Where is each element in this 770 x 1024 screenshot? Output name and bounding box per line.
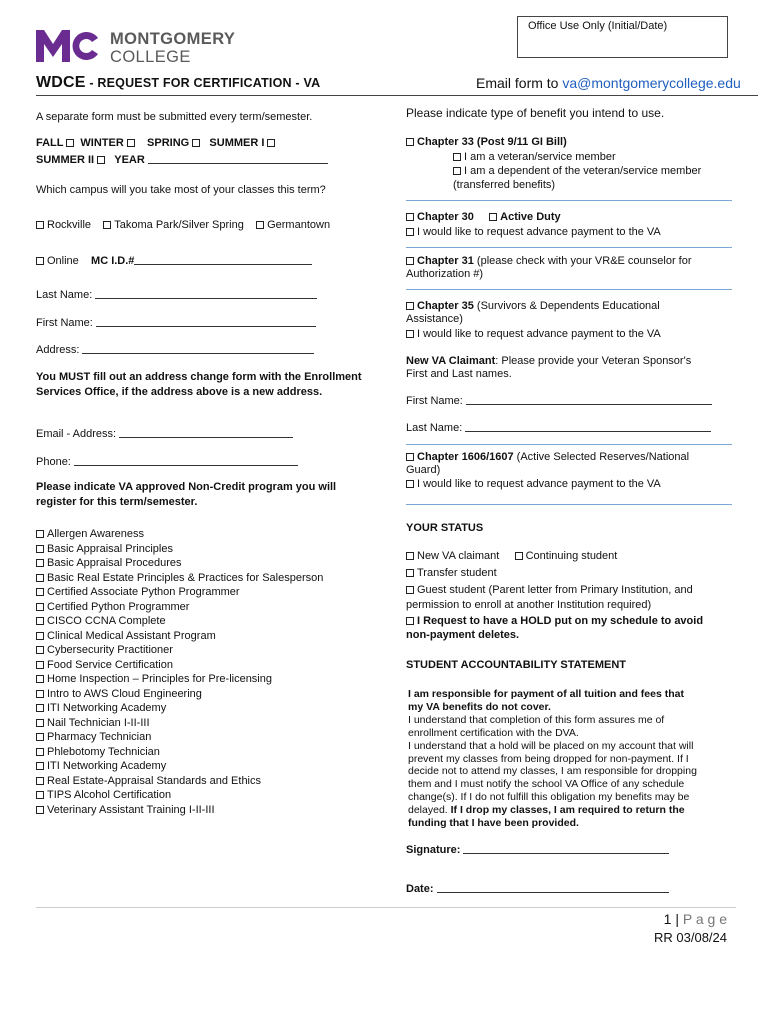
program-label: Basic Real Estate Principles & Practices for Salesperson bbox=[47, 571, 324, 584]
term-summer2-checkbox[interactable] bbox=[97, 156, 105, 164]
signature-row bbox=[406, 843, 669, 858]
program-item[interactable] bbox=[36, 527, 323, 542]
page-label: P a g e bbox=[682, 911, 727, 927]
acc-bold: If I drop my classes, I am required to return the bbox=[450, 804, 685, 817]
program-checkbox[interactable] bbox=[36, 588, 44, 596]
advance-label: I would like to request advance payment to the VA bbox=[417, 478, 661, 490]
program-item[interactable] bbox=[36, 774, 323, 789]
acc-line: I am responsible for payment of all tuition and fees that bbox=[408, 688, 684, 700]
signature-label: Signature: bbox=[406, 844, 461, 856]
program-item[interactable] bbox=[36, 745, 323, 760]
email-link[interactable]: va@montgomerycollege.edu bbox=[562, 75, 741, 91]
program-checkbox[interactable] bbox=[36, 559, 44, 567]
status-guest-row bbox=[406, 583, 693, 598]
program-label: Veterinary Assistant Training I-II-III bbox=[47, 803, 215, 816]
active-duty-label: Active Duty bbox=[500, 211, 561, 223]
program-label: Cybersecurity Practitioner bbox=[47, 644, 173, 656]
benefit-prompt: Please indicate type of benefit you intend to use. bbox=[406, 106, 665, 120]
ch1606-note-cont: Guard) bbox=[406, 464, 441, 476]
program-checkbox[interactable] bbox=[36, 530, 44, 538]
ch35-note: (Survivors & Dependents Educational bbox=[473, 300, 660, 312]
sponsor-first-name-field[interactable] bbox=[466, 404, 712, 405]
sponsor-last-name-row bbox=[406, 421, 711, 436]
program-checkbox[interactable] bbox=[36, 675, 44, 683]
program-item[interactable] bbox=[36, 585, 323, 600]
sponsor-last-name-field[interactable] bbox=[465, 431, 711, 432]
revision-date: RR 03/08/24 bbox=[654, 930, 727, 945]
accountability-statement bbox=[408, 688, 697, 830]
program-label: Certified Associate Python Programmer bbox=[47, 586, 240, 598]
ch30-checkbox[interactable] bbox=[406, 213, 414, 221]
ch30-advance-row bbox=[406, 225, 661, 240]
new-claimant-note-cont: First and Last names. bbox=[406, 368, 512, 380]
program-item[interactable] bbox=[36, 788, 323, 803]
logo-line1: MONTGOMERY bbox=[110, 30, 236, 48]
program-checkbox[interactable] bbox=[36, 632, 44, 640]
last-name-row bbox=[36, 288, 317, 303]
year-label: YEAR bbox=[114, 154, 145, 166]
ch31-note: (please check with your VR&E counselor for bbox=[473, 255, 692, 267]
program-item[interactable] bbox=[36, 629, 323, 644]
term-spring-checkbox[interactable] bbox=[192, 139, 200, 147]
program-label: TIPS Alcohol Certification bbox=[47, 789, 172, 801]
ch35-advance-row bbox=[406, 327, 661, 342]
program-item[interactable] bbox=[36, 672, 323, 687]
section-divider bbox=[406, 504, 732, 505]
status-guest-label: Guest student (Parent letter from Primary Institution, and bbox=[417, 584, 693, 596]
sponsor-last-name-label: Last Name: bbox=[406, 422, 463, 434]
ch30-advance-checkbox[interactable] bbox=[406, 228, 414, 236]
date-label: Date: bbox=[406, 883, 434, 895]
program-label: CISCO CCNA Complete bbox=[47, 615, 166, 627]
phone-field[interactable] bbox=[74, 465, 298, 466]
office-use-box bbox=[517, 16, 728, 58]
program-label: Real Estate-Appraisal Standards and Ethics bbox=[47, 774, 262, 787]
program-checkbox[interactable] bbox=[36, 704, 44, 712]
program-checkbox[interactable] bbox=[36, 748, 44, 756]
ch33-veteran-label: I am a veteran/service member bbox=[464, 151, 616, 163]
signature-field[interactable] bbox=[463, 853, 669, 854]
acc-line bbox=[408, 804, 697, 817]
ch1606-note: (Active Selected Reserves/National bbox=[513, 451, 690, 463]
program-item[interactable] bbox=[36, 571, 323, 586]
status-guest-checkbox[interactable] bbox=[406, 586, 414, 594]
title-main: WDCE bbox=[36, 74, 86, 91]
program-item[interactable] bbox=[36, 556, 323, 571]
ch1606-advance-checkbox[interactable] bbox=[406, 480, 414, 488]
status-row1 bbox=[406, 549, 617, 564]
section-divider bbox=[406, 247, 732, 248]
ch1606-row bbox=[406, 450, 689, 465]
acc-line: prevent my classes from being dropped for non-payment. If I bbox=[408, 752, 689, 765]
online-row bbox=[36, 254, 312, 269]
ch33-row bbox=[406, 135, 567, 150]
email-label: Email - Address: bbox=[36, 428, 117, 440]
section-divider bbox=[406, 444, 732, 445]
ch31-label: Chapter 31 bbox=[417, 255, 474, 267]
ch33-veteran-checkbox[interactable] bbox=[453, 153, 461, 161]
ch30-row bbox=[406, 210, 561, 225]
email-field[interactable] bbox=[119, 437, 293, 438]
your-status-heading: YOUR STATUS bbox=[406, 522, 484, 534]
program-label: Certified Python Programmer bbox=[47, 600, 190, 613]
ch1606-label: Chapter 1606/1607 bbox=[417, 451, 514, 463]
mc-logo-icon bbox=[36, 30, 102, 67]
program-checkbox[interactable] bbox=[36, 661, 44, 669]
program-checkbox[interactable] bbox=[36, 690, 44, 698]
program-checkbox[interactable] bbox=[36, 603, 44, 611]
terms-row1 bbox=[36, 136, 278, 151]
program-label: ITI Networking Academy bbox=[47, 702, 167, 714]
sponsor-first-name-label: First Name: bbox=[406, 395, 463, 407]
address-row bbox=[36, 343, 314, 358]
program-label: Basic Appraisal Principles bbox=[47, 542, 173, 555]
address-label: Address: bbox=[36, 344, 80, 356]
last-name-field[interactable] bbox=[95, 298, 317, 299]
acc-line: my VA benefits do not cover. bbox=[408, 700, 551, 713]
program-item[interactable] bbox=[36, 687, 323, 702]
separate-form-note: A separate form must be submitted every term/semester. bbox=[36, 111, 313, 123]
program-label: Clinical Medical Assistant Program bbox=[47, 629, 216, 642]
program-item[interactable] bbox=[36, 730, 323, 745]
email-prefix: Email form to bbox=[476, 75, 563, 91]
term-summer2-label: SUMMER II bbox=[36, 154, 95, 166]
program-item[interactable] bbox=[36, 658, 323, 673]
ch1606-advance-row bbox=[406, 477, 661, 492]
hold-cont: non-payment deletes. bbox=[406, 629, 520, 641]
acc-line: funding that I have been provided. bbox=[408, 817, 579, 830]
program-label: Basic Appraisal Procedures bbox=[47, 557, 182, 569]
ch30-label: Chapter 30 bbox=[417, 211, 474, 223]
page-num: 1 bbox=[663, 911, 672, 927]
program-item[interactable] bbox=[36, 701, 323, 716]
ch35-checkbox[interactable] bbox=[406, 302, 414, 310]
program-item[interactable] bbox=[36, 759, 323, 774]
title-rest: - REQUEST FOR CERTIFICATION - VA bbox=[85, 76, 321, 90]
terms-row2 bbox=[36, 153, 328, 168]
active-duty-checkbox[interactable] bbox=[489, 213, 497, 221]
program-item[interactable] bbox=[36, 716, 323, 731]
acc-line: I understand that completion of this form assures me of bbox=[408, 713, 665, 726]
phone-row bbox=[36, 455, 298, 470]
address-field[interactable] bbox=[82, 353, 314, 354]
campus-question: Which campus will you take most of your classes this term? bbox=[36, 184, 326, 196]
campus-rockville-checkbox[interactable] bbox=[36, 221, 44, 229]
campus-germantown-label: Germantown bbox=[267, 219, 331, 231]
program-checkbox[interactable] bbox=[36, 719, 44, 727]
ch35-advance-checkbox[interactable] bbox=[406, 330, 414, 338]
acc-line: enrollment certification with the DVA. bbox=[408, 726, 579, 739]
ch33-opt2-cont: (transferred benefits) bbox=[453, 179, 556, 191]
advance-label: I would like to request advance payment to the VA bbox=[417, 226, 661, 238]
term-winter-checkbox[interactable] bbox=[127, 139, 135, 147]
ch33-checkbox[interactable] bbox=[406, 138, 414, 146]
program-item[interactable] bbox=[36, 542, 323, 557]
email-row bbox=[36, 427, 293, 442]
program-checkbox[interactable] bbox=[36, 791, 44, 799]
program-item[interactable] bbox=[36, 600, 323, 615]
page-number: 1 | P a g e bbox=[663, 911, 727, 927]
mc-id-field[interactable] bbox=[134, 264, 312, 265]
address-note: You MUST fill out an address change form with the Enrollment Services Office, if the address above is a new address. bbox=[36, 371, 362, 398]
year-field[interactable] bbox=[148, 163, 328, 164]
program-item[interactable] bbox=[36, 803, 323, 818]
ch33-opt1-row bbox=[453, 150, 616, 165]
campus-options bbox=[36, 218, 330, 233]
program-prompt: Please indicate VA approved Non-Credit program you will register for this term/semester. bbox=[36, 481, 337, 508]
term-spring-label: SPRING bbox=[147, 137, 190, 149]
advance-label: I would like to request advance payment to the VA bbox=[417, 328, 661, 340]
acc-plain: delayed. bbox=[408, 804, 451, 817]
status-continuing-checkbox[interactable] bbox=[515, 552, 523, 560]
hold-label: I Request to have a HOLD put on my schedule to avoid bbox=[417, 615, 704, 627]
status-transfer-checkbox[interactable] bbox=[406, 569, 414, 577]
ch33-label: Chapter 33 (Post 9/11 GI Bill) bbox=[417, 136, 567, 148]
program-checkbox[interactable] bbox=[36, 777, 44, 785]
form-title bbox=[36, 74, 320, 92]
new-claimant-label: New VA Claimant bbox=[406, 355, 496, 367]
email-header bbox=[476, 75, 741, 91]
sponsor-first-name-row bbox=[406, 394, 712, 409]
program-label: Nail Technician I-II-III bbox=[47, 716, 150, 729]
status-new-label: New VA claimant bbox=[417, 550, 500, 562]
program-label: Home Inspection – Principles for Pre-licensing bbox=[47, 673, 272, 685]
section-divider bbox=[406, 200, 732, 201]
acc-line: change(s). If I do not fulfill this obligation my benefits may be bbox=[408, 791, 690, 804]
program-list bbox=[36, 527, 323, 817]
last-name-label: Last Name: bbox=[36, 289, 93, 301]
campus-rockville-label: Rockville bbox=[47, 219, 92, 231]
term-fall-checkbox[interactable] bbox=[66, 139, 74, 147]
first-name-row bbox=[36, 316, 316, 331]
acc-line: decide not to attend my classes, I am responsible for dropping bbox=[408, 765, 697, 778]
status-continuing-label: Continuing student bbox=[525, 550, 618, 562]
ch35-note-cont: Assistance) bbox=[406, 313, 463, 325]
program-label: Allergen Awareness bbox=[47, 528, 145, 540]
acc-line: them and I must notify the school VA Office of any schedule bbox=[408, 778, 685, 791]
ch33-dependent-label: I am a dependent of the veteran/service member bbox=[464, 165, 702, 177]
campus-online-checkbox[interactable] bbox=[36, 257, 44, 265]
ch33-opt2-row bbox=[453, 164, 701, 179]
online-label: Online bbox=[47, 255, 79, 267]
hold-row bbox=[406, 614, 703, 629]
program-checkbox[interactable] bbox=[36, 646, 44, 654]
campus-takoma-checkbox[interactable] bbox=[103, 221, 111, 229]
campus-germantown-checkbox[interactable] bbox=[256, 221, 264, 229]
program-checkbox[interactable] bbox=[36, 617, 44, 625]
status-new-checkbox[interactable] bbox=[406, 552, 414, 560]
program-checkbox[interactable] bbox=[36, 574, 44, 582]
college-wordmark bbox=[110, 30, 235, 66]
hold-checkbox[interactable] bbox=[406, 617, 414, 625]
ch1606-checkbox[interactable] bbox=[406, 453, 414, 461]
program-label: Food Service Certification bbox=[47, 658, 173, 671]
campus-takoma-label: Takoma Park/Silver Spring bbox=[114, 219, 244, 231]
status-guest-cont: permission to enroll at another Institution required) bbox=[406, 599, 652, 611]
status-transfer-label: Transfer student bbox=[417, 567, 497, 579]
accountability-heading: STUDENT ACCOUNTABILITY STATEMENT bbox=[406, 659, 626, 671]
first-name-label: First Name: bbox=[36, 317, 93, 329]
logo-line2: COLLEGE bbox=[110, 48, 191, 66]
first-name-field[interactable] bbox=[96, 326, 316, 327]
program-label: Pharmacy Technician bbox=[47, 731, 152, 743]
program-checkbox[interactable] bbox=[36, 806, 44, 814]
program-item[interactable] bbox=[36, 614, 323, 629]
status-transfer-row bbox=[406, 566, 497, 581]
term-winter-label: WINTER bbox=[80, 137, 124, 149]
section-divider bbox=[406, 289, 732, 290]
ch33-dependent-checkbox[interactable] bbox=[453, 167, 461, 175]
term-fall-label: FALL bbox=[36, 137, 64, 149]
term-summer1-label: SUMMER I bbox=[209, 137, 265, 149]
ch31-checkbox[interactable] bbox=[406, 257, 414, 265]
program-label: ITI Networking Academy bbox=[47, 760, 167, 772]
header-divider bbox=[36, 95, 758, 96]
program-label: Intro to AWS Cloud Engineering bbox=[47, 687, 202, 700]
date-field[interactable] bbox=[437, 892, 669, 893]
new-claimant-note: : Please provide your Veteran Sponsor's bbox=[495, 355, 692, 367]
phone-label: Phone: bbox=[36, 456, 71, 468]
program-checkbox[interactable] bbox=[36, 762, 44, 770]
footer-divider bbox=[36, 907, 736, 908]
office-use-label: Office Use Only (Initial/Date) bbox=[528, 20, 668, 32]
ch31-note-cont: Authorization #) bbox=[406, 268, 484, 280]
acc-line: I understand that a hold will be placed on my account that will bbox=[408, 739, 694, 752]
program-item[interactable] bbox=[36, 643, 323, 658]
program-checkbox[interactable] bbox=[36, 545, 44, 553]
program-checkbox[interactable] bbox=[36, 733, 44, 741]
ch35-label: Chapter 35 bbox=[417, 300, 474, 312]
mc-id-label: MC I.D.# bbox=[91, 255, 135, 267]
date-row bbox=[406, 882, 669, 897]
term-summer1-checkbox[interactable] bbox=[267, 139, 275, 147]
program-label: Phlebotomy Technician bbox=[47, 745, 160, 758]
